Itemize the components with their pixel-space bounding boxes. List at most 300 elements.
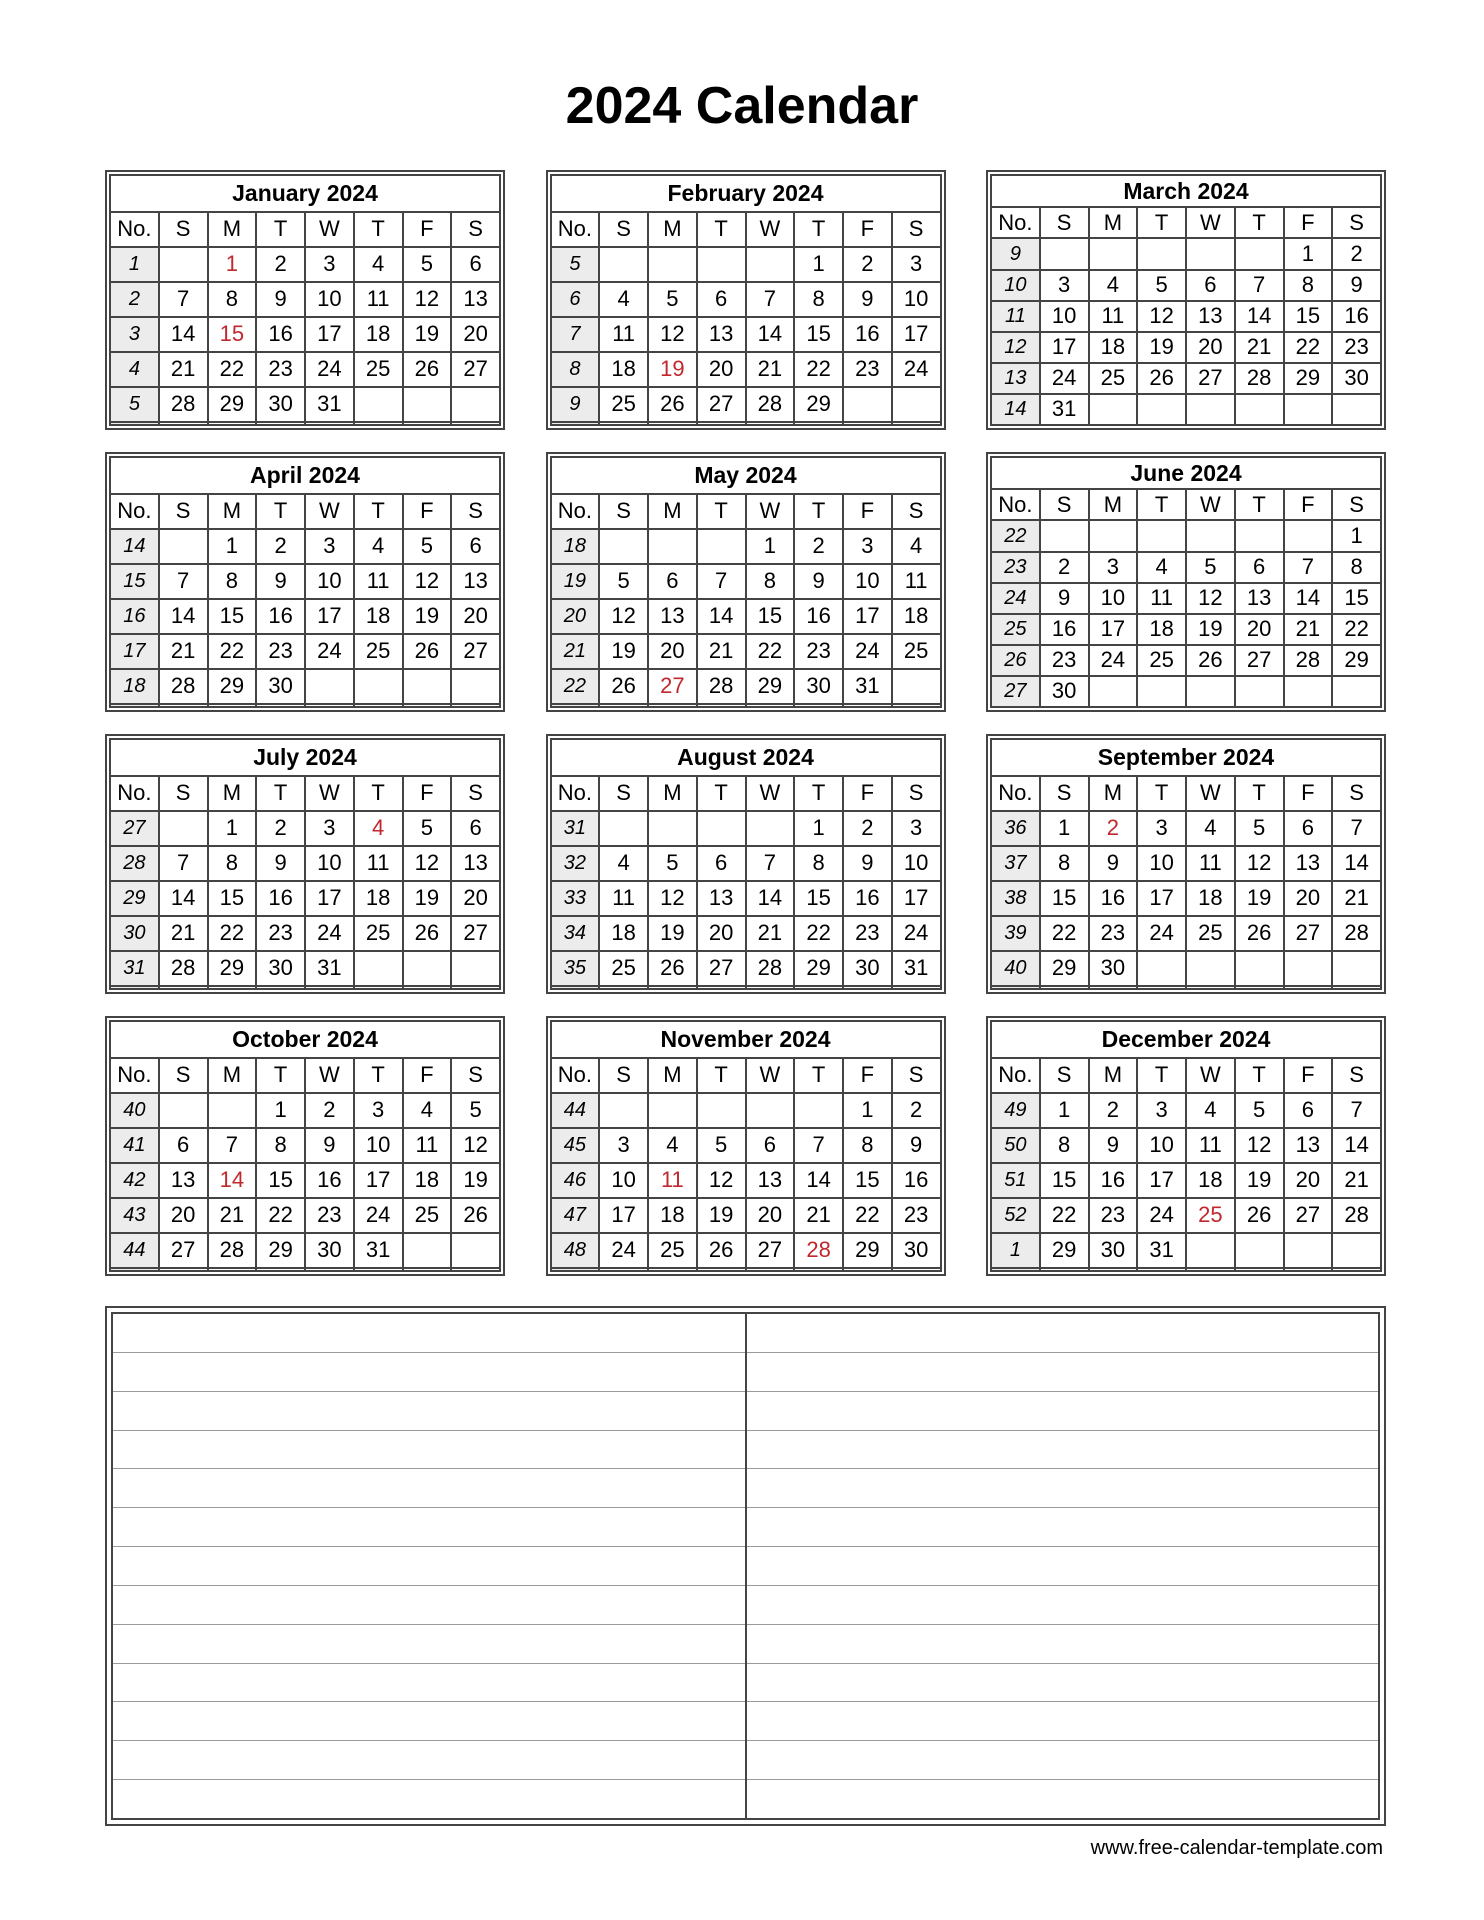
day-cell [1186, 394, 1235, 425]
note-line[interactable] [747, 1780, 1379, 1818]
day-cell: 15 [1040, 1163, 1089, 1198]
day-cell: 10 [1040, 301, 1089, 332]
day-cell: 6 [1235, 552, 1284, 583]
day-cell: 4 [354, 811, 403, 846]
day-cell [403, 1268, 452, 1271]
day-cell [599, 247, 648, 282]
day-cell: 22 [794, 916, 843, 951]
day-cell: 18 [1186, 1163, 1235, 1198]
weekday-header: S [1332, 489, 1381, 520]
day-cell: 30 [305, 1233, 354, 1268]
day-cell: 14 [159, 881, 208, 916]
note-line[interactable] [747, 1353, 1379, 1392]
day-cell: 12 [1235, 846, 1284, 881]
week-row [551, 422, 941, 425]
day-cell: 9 [843, 846, 892, 881]
month-name: January 2024 [110, 175, 500, 212]
day-cell: 1 [256, 1093, 305, 1128]
day-cell: 6 [451, 529, 500, 564]
note-line[interactable] [113, 1625, 745, 1664]
day-cell [208, 704, 257, 707]
week-row [551, 634, 941, 669]
week-number: 10 [991, 270, 1040, 301]
day-cell [648, 1268, 697, 1271]
day-cell: 13 [1186, 301, 1235, 332]
day-cell [1284, 1233, 1333, 1268]
week-number-header: No. [551, 776, 600, 811]
day-cell: 14 [159, 599, 208, 634]
day-cell: 8 [1332, 552, 1381, 583]
day-cell: 8 [746, 564, 795, 599]
day-cell: 12 [648, 317, 697, 352]
day-cell [746, 986, 795, 989]
weekday-header: M [208, 1058, 257, 1093]
day-cell: 2 [256, 811, 305, 846]
week-number: 31 [110, 951, 159, 986]
month-name: June 2024 [991, 457, 1381, 489]
day-cell: 23 [794, 634, 843, 669]
week-row [991, 520, 1381, 551]
week-row [110, 1093, 500, 1128]
week-row [551, 986, 941, 989]
day-cell: 26 [648, 951, 697, 986]
day-cell: 17 [1089, 614, 1138, 645]
day-cell [208, 986, 257, 989]
week-number: 1 [110, 247, 159, 282]
day-cell [208, 1093, 257, 1128]
day-cell: 1 [1284, 238, 1333, 269]
day-cell [1186, 1268, 1235, 1271]
day-cell: 20 [746, 1198, 795, 1233]
weekday-header: M [1089, 207, 1138, 238]
day-cell [1089, 394, 1138, 425]
day-cell: 17 [1137, 1163, 1186, 1198]
week-number: 25 [991, 614, 1040, 645]
day-cell: 27 [451, 916, 500, 951]
day-cell [354, 387, 403, 422]
day-cell: 6 [451, 247, 500, 282]
day-cell: 4 [1186, 811, 1235, 846]
day-cell: 22 [208, 916, 257, 951]
day-cell: 9 [1089, 846, 1138, 881]
notes-column-right[interactable] [745, 1314, 1379, 1818]
day-cell: 9 [256, 282, 305, 317]
note-line[interactable] [113, 1547, 745, 1586]
day-cell [892, 669, 941, 704]
day-cell: 9 [1089, 1128, 1138, 1163]
day-cell: 30 [843, 951, 892, 986]
week-number: 17 [110, 634, 159, 669]
day-cell [648, 811, 697, 846]
day-cell: 30 [256, 387, 305, 422]
note-line[interactable] [113, 1392, 745, 1431]
day-cell [451, 1268, 500, 1271]
day-cell: 20 [1186, 332, 1235, 363]
day-cell: 29 [794, 951, 843, 986]
day-cell: 27 [1186, 363, 1235, 394]
day-cell: 24 [1137, 1198, 1186, 1233]
week-row [551, 811, 941, 846]
note-line[interactable] [113, 1702, 745, 1741]
day-cell: 8 [208, 846, 257, 881]
day-cell: 27 [746, 1233, 795, 1268]
note-line[interactable] [113, 1586, 745, 1625]
week-number: 36 [991, 811, 1040, 846]
day-cell: 23 [843, 352, 892, 387]
day-cell: 18 [1089, 332, 1138, 363]
day-cell [697, 986, 746, 989]
week-row [110, 1198, 500, 1233]
day-cell: 4 [354, 247, 403, 282]
day-cell: 31 [1137, 1233, 1186, 1268]
day-cell: 16 [843, 881, 892, 916]
day-cell: 2 [1040, 552, 1089, 583]
day-cell [746, 1093, 795, 1128]
day-cell: 17 [1137, 881, 1186, 916]
day-cell: 15 [794, 317, 843, 352]
week-row [110, 317, 500, 352]
day-cell: 19 [403, 599, 452, 634]
note-line[interactable] [747, 1508, 1379, 1547]
day-cell: 24 [1040, 363, 1089, 394]
week-number: 31 [551, 811, 600, 846]
weekday-header: T [1137, 207, 1186, 238]
day-cell: 25 [1137, 645, 1186, 676]
weekday-header: S [1040, 489, 1089, 520]
week-number-header: No. [110, 494, 159, 529]
day-cell [354, 669, 403, 704]
weekday-header: T [256, 776, 305, 811]
day-cell: 25 [892, 634, 941, 669]
day-cell: 17 [599, 1198, 648, 1233]
day-cell: 14 [1235, 301, 1284, 332]
note-line[interactable] [747, 1741, 1379, 1780]
note-line[interactable] [113, 1508, 745, 1547]
day-cell: 12 [1186, 583, 1235, 614]
week-row [551, 669, 941, 704]
weekday-header: M [208, 494, 257, 529]
day-cell: 21 [794, 1198, 843, 1233]
day-cell [697, 1093, 746, 1128]
day-cell [697, 811, 746, 846]
note-line[interactable] [113, 1780, 745, 1818]
day-cell: 31 [843, 669, 892, 704]
day-cell: 16 [892, 1163, 941, 1198]
day-cell: 26 [403, 634, 452, 669]
week-number [551, 704, 600, 707]
note-line[interactable] [113, 1741, 745, 1780]
day-cell: 26 [403, 916, 452, 951]
day-cell: 29 [1040, 1233, 1089, 1268]
day-cell: 28 [1332, 1198, 1381, 1233]
day-cell: 20 [451, 881, 500, 916]
week-row [110, 1268, 500, 1271]
day-cell [305, 704, 354, 707]
day-cell: 13 [451, 846, 500, 881]
week-row [551, 352, 941, 387]
week-row [110, 986, 500, 989]
day-cell: 17 [1040, 332, 1089, 363]
week-number: 5 [551, 247, 600, 282]
day-cell: 11 [403, 1128, 452, 1163]
week-number [110, 704, 159, 707]
day-cell: 26 [403, 352, 452, 387]
day-cell [1284, 676, 1333, 707]
week-row [110, 599, 500, 634]
day-cell: 28 [1284, 645, 1333, 676]
day-cell: 20 [648, 634, 697, 669]
note-line[interactable] [747, 1392, 1379, 1431]
day-cell [1235, 238, 1284, 269]
weekday-header: S [451, 212, 500, 247]
day-cell: 3 [843, 529, 892, 564]
weekday-header: T [1235, 489, 1284, 520]
day-cell [354, 1268, 403, 1271]
day-cell: 11 [1137, 583, 1186, 614]
week-row [551, 1093, 941, 1128]
day-cell [648, 529, 697, 564]
day-cell: 7 [794, 1128, 843, 1163]
day-cell: 19 [1235, 881, 1284, 916]
day-cell: 14 [208, 1163, 257, 1198]
week-number-header: No. [110, 212, 159, 247]
day-cell: 17 [354, 1163, 403, 1198]
week-number: 15 [110, 564, 159, 599]
week-number [110, 986, 159, 989]
note-line[interactable] [747, 1547, 1379, 1586]
note-line[interactable] [747, 1469, 1379, 1508]
week-number: 11 [991, 301, 1040, 332]
day-cell [159, 1268, 208, 1271]
day-cell: 12 [451, 1128, 500, 1163]
day-cell [599, 986, 648, 989]
footer-url[interactable]: www.free-calendar-template.com [1090, 1837, 1383, 1859]
week-row [110, 352, 500, 387]
day-cell [843, 986, 892, 989]
day-cell: 5 [697, 1128, 746, 1163]
weekday-header: T [697, 494, 746, 529]
month-name: July 2024 [110, 739, 500, 776]
day-cell [354, 704, 403, 707]
weekday-header: S [599, 212, 648, 247]
day-cell [159, 986, 208, 989]
week-row [551, 564, 941, 599]
day-cell [451, 951, 500, 986]
day-cell: 1 [794, 247, 843, 282]
note-line[interactable] [747, 1625, 1379, 1664]
month-calendar [546, 1016, 946, 1276]
day-cell: 17 [305, 881, 354, 916]
weekday-header: S [159, 212, 208, 247]
day-cell: 26 [1235, 916, 1284, 951]
week-row [991, 1163, 1381, 1198]
weekday-header: T [1235, 207, 1284, 238]
week-row [551, 881, 941, 916]
week-row [110, 846, 500, 881]
day-cell [403, 951, 452, 986]
note-line[interactable] [747, 1702, 1379, 1741]
day-cell: 9 [843, 282, 892, 317]
day-cell: 24 [599, 1233, 648, 1268]
day-cell: 18 [403, 1163, 452, 1198]
note-line[interactable] [747, 1314, 1379, 1353]
day-cell: 8 [794, 282, 843, 317]
notes-column-left[interactable] [113, 1314, 745, 1818]
day-cell [159, 1093, 208, 1128]
day-cell: 3 [1137, 1093, 1186, 1128]
week-row [551, 704, 941, 707]
day-cell [892, 387, 941, 422]
day-cell: 28 [1235, 363, 1284, 394]
day-cell: 16 [305, 1163, 354, 1198]
day-cell: 20 [1284, 1163, 1333, 1198]
day-cell: 31 [892, 951, 941, 986]
day-cell [1040, 238, 1089, 269]
day-cell: 2 [1089, 811, 1138, 846]
note-line[interactable] [113, 1469, 745, 1508]
day-cell: 18 [1137, 614, 1186, 645]
month-calendar [546, 452, 946, 712]
weekday-header: M [648, 1058, 697, 1093]
day-cell: 12 [403, 282, 452, 317]
day-cell: 10 [305, 846, 354, 881]
week-number: 30 [110, 916, 159, 951]
day-cell: 16 [1040, 614, 1089, 645]
day-cell [354, 986, 403, 989]
note-line[interactable] [113, 1664, 745, 1703]
day-cell: 30 [1040, 676, 1089, 707]
week-number-header: No. [551, 212, 600, 247]
week-number: 14 [991, 394, 1040, 425]
week-number: 19 [551, 564, 600, 599]
day-cell: 15 [1284, 301, 1333, 332]
day-cell [892, 986, 941, 989]
note-line[interactable] [747, 1664, 1379, 1703]
day-cell: 8 [208, 564, 257, 599]
month-name: April 2024 [110, 457, 500, 494]
day-cell: 21 [159, 916, 208, 951]
weekday-header: F [843, 1058, 892, 1093]
day-cell [208, 422, 257, 425]
week-number [991, 986, 1040, 989]
note-line[interactable] [113, 1431, 745, 1470]
weekday-header: W [1186, 1058, 1235, 1093]
day-cell: 23 [305, 1198, 354, 1233]
weekday-header: F [403, 212, 452, 247]
day-cell: 25 [1186, 1198, 1235, 1233]
week-row [110, 247, 500, 282]
day-cell: 13 [1235, 583, 1284, 614]
day-cell: 13 [648, 599, 697, 634]
weekday-header: F [403, 494, 452, 529]
notes-area[interactable] [105, 1306, 1386, 1826]
day-cell: 1 [1040, 811, 1089, 846]
day-cell [1137, 394, 1186, 425]
day-cell: 12 [403, 564, 452, 599]
month-calendar [986, 170, 1386, 430]
week-number: 39 [991, 916, 1040, 951]
weekday-header: T [256, 1058, 305, 1093]
week-number-header: No. [110, 776, 159, 811]
day-cell: 14 [159, 317, 208, 352]
note-line[interactable] [747, 1431, 1379, 1470]
day-cell: 14 [1332, 846, 1381, 881]
weekday-header: W [1186, 207, 1235, 238]
month-calendar [105, 452, 505, 712]
day-cell [1235, 1268, 1284, 1271]
day-cell: 19 [697, 1198, 746, 1233]
weekday-header: S [892, 212, 941, 247]
day-cell [648, 704, 697, 707]
day-cell: 2 [892, 1093, 941, 1128]
day-cell [1137, 1268, 1186, 1271]
day-cell: 4 [1137, 552, 1186, 583]
day-cell: 1 [1040, 1093, 1089, 1128]
day-cell: 8 [1040, 1128, 1089, 1163]
note-line[interactable] [113, 1314, 745, 1353]
day-cell [1137, 520, 1186, 551]
day-cell: 26 [648, 387, 697, 422]
week-number: 43 [110, 1198, 159, 1233]
day-cell: 24 [305, 352, 354, 387]
day-cell: 16 [256, 317, 305, 352]
day-cell [1186, 1233, 1235, 1268]
day-cell: 26 [451, 1198, 500, 1233]
week-row [551, 1268, 941, 1271]
day-cell: 7 [746, 846, 795, 881]
day-cell [843, 387, 892, 422]
day-cell [746, 811, 795, 846]
day-cell: 5 [1186, 552, 1235, 583]
day-cell: 9 [1332, 270, 1381, 301]
day-cell: 23 [1040, 645, 1089, 676]
weekday-header: S [1332, 1058, 1381, 1093]
month-name: December 2024 [991, 1021, 1381, 1058]
week-row [991, 1128, 1381, 1163]
note-line[interactable] [113, 1353, 745, 1392]
month-calendar [105, 734, 505, 994]
weekday-header: S [451, 1058, 500, 1093]
day-cell: 1 [208, 811, 257, 846]
day-cell [1235, 986, 1284, 989]
day-cell: 19 [403, 317, 452, 352]
week-row [991, 238, 1381, 269]
day-cell: 4 [892, 529, 941, 564]
day-cell: 8 [843, 1128, 892, 1163]
weekday-header: W [305, 776, 354, 811]
day-cell [1235, 394, 1284, 425]
week-row [991, 270, 1381, 301]
week-row [991, 332, 1381, 363]
day-cell [697, 529, 746, 564]
day-cell [648, 422, 697, 425]
week-number: 1 [991, 1233, 1040, 1268]
day-cell: 7 [159, 282, 208, 317]
day-cell: 15 [843, 1163, 892, 1198]
week-number: 27 [991, 676, 1040, 707]
month-name: February 2024 [551, 175, 941, 212]
day-cell: 30 [256, 951, 305, 986]
day-cell [1235, 951, 1284, 986]
day-cell: 8 [208, 282, 257, 317]
month-name: March 2024 [991, 175, 1381, 207]
weekday-header: M [648, 494, 697, 529]
weekday-header: T [697, 212, 746, 247]
day-cell: 16 [256, 599, 305, 634]
note-line[interactable] [747, 1586, 1379, 1625]
day-cell: 6 [1284, 811, 1333, 846]
week-row [991, 645, 1381, 676]
